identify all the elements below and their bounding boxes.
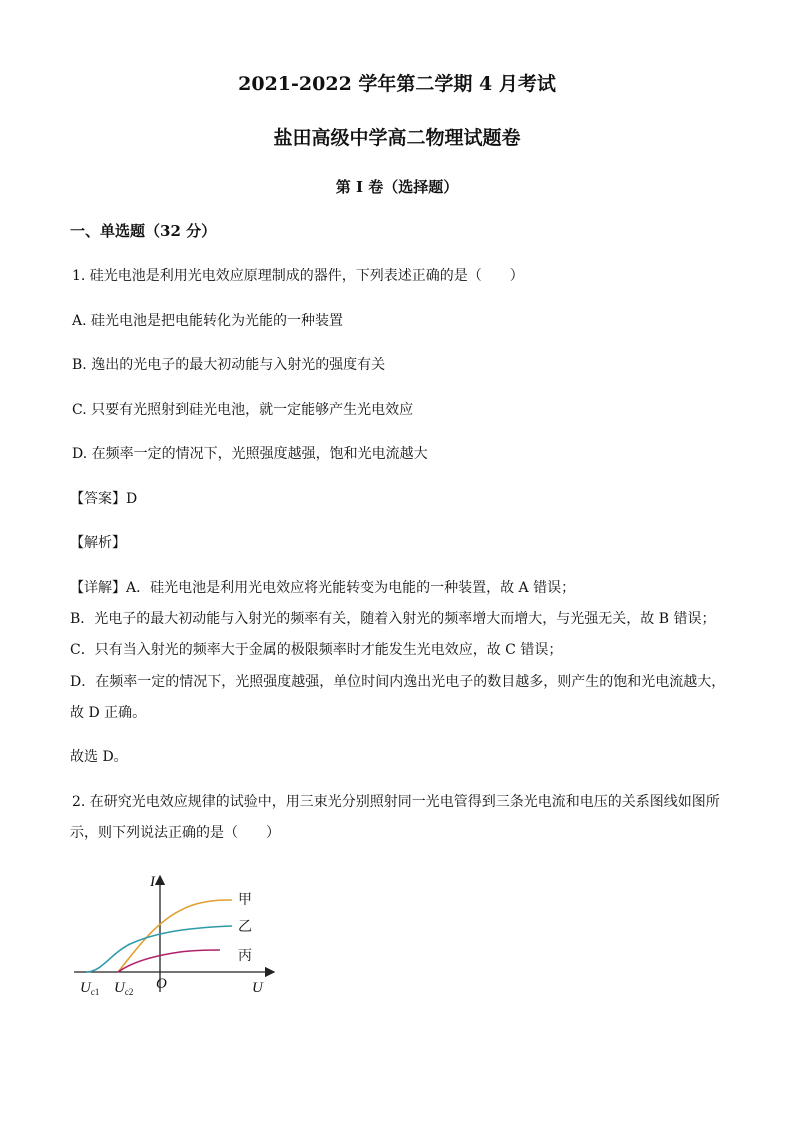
q1-answer: 【答案】D [70,491,138,507]
photoelectric-iu-graph [70,868,280,1000]
q1-option-b: B. 逸出的光电子的最大初动能与入射光的强度有关 [72,357,386,373]
curve-label-jia: 甲 [238,893,252,908]
volume-heading: 第 I 卷（选择题） [335,178,459,196]
q1-stem: 1. 硅光电池是利用光电效应原理制成的器件，下列表述正确的是（ ） [72,268,524,284]
x-axis-label: U [252,980,263,996]
curve-jia [118,900,232,972]
q2-stem-line-1: 2. 在研究光电效应规律的试验中，用三束光分别照射同一光电管得到三条光电流和电压的关系图线如图所 [72,794,720,810]
q1-detail-3: C．只有当入射光的频率大于金属的极限频率时才能发生光电效应，故 C 错误； [70,642,563,658]
q1-detail-2: B．光电子的最大初动能与入射光的频率有关，随着入射光的频率增大而增大，与光强无关，故 B 错误； [70,611,716,627]
section-heading: 一、单选题（32 分） [70,222,217,240]
origin-label: O [156,976,167,992]
q1-detail-1: 【详解】A．硅光电池是利用光电效应将光能转变为电能的一种装置，故 A 错误； [70,580,576,596]
q1-detail-5: 故 D 正确。 [70,705,147,721]
curve-label-bing: 丙 [238,949,252,964]
q1-conclusion: 故选 D。 [70,749,128,765]
q1-option-c: C. 只要有光照射到硅光电池，就一定能够产生光电效应 [72,402,414,418]
q1-analysis-label: 【解析】 [70,535,126,551]
q1-detail-4: D．在频率一定的情况下，光照强度越强，单位时间内逸出光电子的数目越多，则产生的饱和光电流越大， [70,674,726,690]
y-axis-label: I [150,874,155,890]
title-line-2: 盐田高级中学高二物理试题卷 [273,127,521,149]
curve-yi [86,926,232,972]
curve-label-yi: 乙 [238,920,252,935]
title-line-1: 2021-2022 学年第二学期 4 月考试 [238,73,556,95]
q1-option-d: D. 在频率一定的情况下，光照强度越强，饱和光电流越大 [72,446,428,462]
q1-option-a: A. 硅光电池是把电能转化为光能的一种装置 [72,313,344,329]
uc2-label: $U_{c2}$ [114,980,134,997]
uc1-label: $U_{c1}$ [80,980,100,997]
q2-stem-line-2: 示，则下列说法正确的是（ ） [70,825,280,841]
